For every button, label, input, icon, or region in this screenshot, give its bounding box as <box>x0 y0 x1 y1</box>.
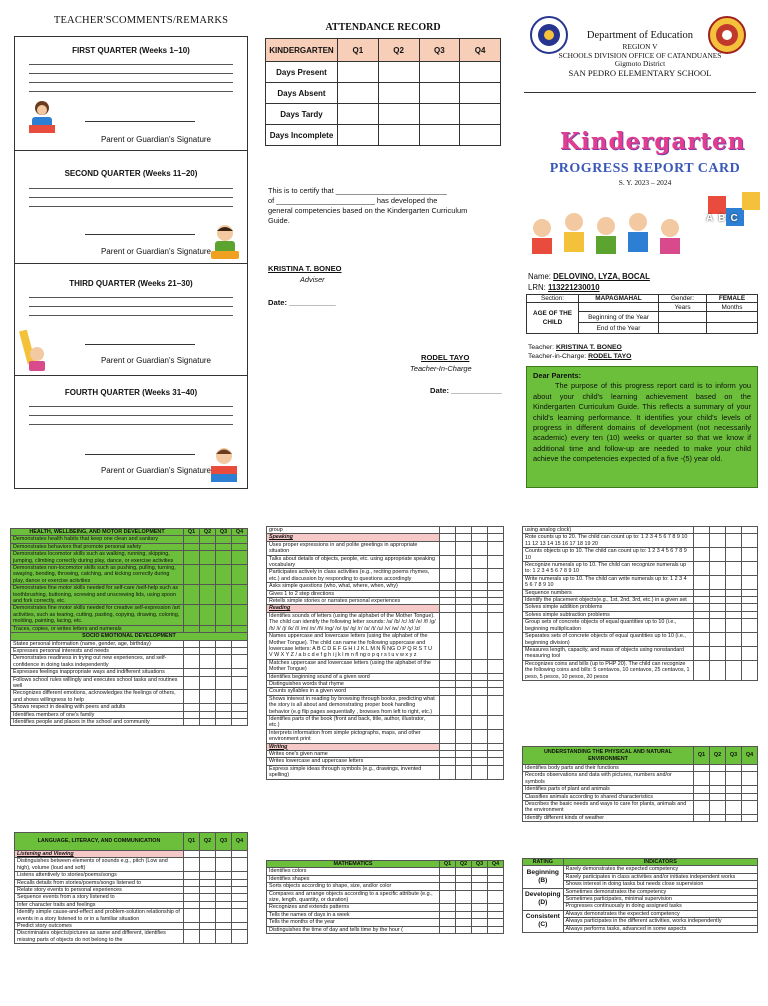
rating-label: Developing (D) <box>523 888 564 910</box>
lrn-value: 113221230010 <box>547 283 600 292</box>
lrn-row <box>528 283 600 292</box>
quarter-head: Q1 <box>440 861 456 868</box>
months-label: Months <box>707 303 758 312</box>
health-item: Demonstrates health habits that keep one clean and sanitary <box>11 536 184 543</box>
language-table <box>14 832 248 944</box>
math-cont-item: Counts objects up to 10. The child can count up to: 1 2 3 4 5 6 7 8 9 10 <box>523 548 694 562</box>
attendance-table <box>265 38 501 146</box>
rating-header: RATING <box>523 859 564 866</box>
years-label: Years <box>659 303 707 312</box>
rating-label: Consistent (C) <box>523 910 564 932</box>
math-table <box>266 860 504 934</box>
section-value: MAPAGMAHAL <box>579 295 659 303</box>
quarter-head: Q2 <box>710 747 726 765</box>
rating-indicator: Always participates in the different activities, works independently <box>563 918 757 925</box>
listening-sub: Listening and Viewing <box>15 851 184 858</box>
math-cont-item: Solves simple addition problems <box>523 604 694 611</box>
rating-indicator: Sometimes demonstrates the competency <box>563 888 757 895</box>
writing-item: Express simple ideas through symbols (e.g., drawings, invented spelling) <box>267 765 440 779</box>
date-field-1: Date: ___________ <box>268 298 336 307</box>
health-item: Demonstrates non-locomotor skills such as pushing, pulling, turning, swaying, bending, throwing, catching, and kicking correctly during play, dance or exercise activities <box>11 565 184 585</box>
gender-label: Gender: <box>659 295 707 303</box>
language-item: Infer character traits and feelings <box>15 901 184 908</box>
language-item: Discriminates objects/pictures as same and different, identifies missing parts of objects do not belong to the <box>15 930 184 944</box>
reading-item: Identifies parts of the book (front and back, title, author, illustrator, etc.) <box>267 715 440 729</box>
attendance-row-label: Days Tardy <box>266 104 338 125</box>
quarter-2-box <box>14 150 248 263</box>
head-name: RODEL TAYO <box>421 353 470 362</box>
writing-item: Writes one's given name <box>267 751 440 758</box>
math-item: Compares and arrange objects according to a specific attribute (e.g., size, length, quantity, or duration) <box>267 890 440 904</box>
child-pencil-icon <box>17 326 47 372</box>
card-title: PROGRESS REPORT CARD <box>549 161 741 176</box>
speaking-item: Gives 1 to 2 step directions <box>267 590 440 597</box>
certify-text <box>268 186 508 226</box>
quarter-head: Q3 <box>216 529 232 536</box>
teacher-label: Teacher: <box>528 344 555 351</box>
quarter-head: Q1 <box>694 747 710 765</box>
math-item: Identifies shapes <box>267 875 440 882</box>
speaking-item: Uses proper expressions in and polite greetings in appropriate situation <box>267 541 440 555</box>
attendance-header: Q3 <box>419 39 460 62</box>
signature-line <box>85 454 195 455</box>
head-role: Teacher-In-Charge <box>410 364 472 373</box>
socio-item: States personal information (name, gender, age, birthday) <box>11 640 184 647</box>
socio-title: SOCIO EMOTIONAL DEVELOPMENT <box>11 633 248 640</box>
socio-item: Identifies people and places in the school and community <box>11 718 184 725</box>
language-item: Sequence events from a story listened to <box>15 894 184 901</box>
signature-line <box>85 234 195 235</box>
reading-item: Matches uppercase and lowercase letters (using the alphabet of the Mother Tongue) <box>267 659 440 673</box>
child-playing-icon <box>207 223 243 261</box>
math-cont-item: Rote counts up to 20. The child can count up to: 1 2 3 4 5 6 7 8 9 10 11 12 13 14 15 16 17 18 19 20 <box>523 534 694 548</box>
rating-indicator: Progresses continuously in doing assigned tasks <box>563 903 757 910</box>
language-cont-item: group <box>267 527 440 534</box>
reading-item: Shows interest in reading by browsing through books, predicting what the story is all about and demonstrating proper book handling behavior (e.g flip pages sequentially , browses from left to right, etc.) <box>267 695 440 715</box>
quarter-3-title: THIRD QUARTER (Weeks 21–30) <box>69 279 193 288</box>
lrn-label: LRN: <box>528 283 546 292</box>
school-name: SAN PEDRO ELEMENTARY SCHOOL <box>568 67 712 78</box>
section-label: Section: <box>527 295 579 303</box>
math-cont-table <box>522 526 758 681</box>
math-cont-item: Write numerals up to 10. The child can write numerals up to: 1 2 3 4 5 6 7 8 9 10 <box>523 575 694 589</box>
student-info-table <box>526 294 758 334</box>
math-item: Distinguishes the time of day and tells time by the hour ( <box>267 926 440 933</box>
certify-line: This is to certify that ___________________________ <box>268 186 447 195</box>
math-cont-item: Group sets of concrete objects of equal quantities up to 10 (i.e., beginning multiplication <box>523 619 694 633</box>
physical-item: Identifies body parts and their functions <box>523 765 694 772</box>
dear-parents-body: The purpose of this progress report card is to inform you about your child's learning achievement based on the Kindergarten Curriculum Guide. This reflects a summary of your child's learning performance. It identifies your child's levels of progress in different domains of development (not necessarily academic) every ten (10) weeks or quarter so that we know if additional time and follow-up are needed to make your child achieve the competencies expected of a five -(5) year old. <box>533 381 751 464</box>
socio-item: Shows respect in dealing with peers and adults <box>11 704 184 711</box>
quarter-head: Q1 <box>184 833 200 851</box>
health-item: Demonstrates fine motor skills needed for self-care /self-help such as toothbrushing, buttoning, screwing and unscrewing lids, using spoon and fork correctly, etc. <box>11 585 184 605</box>
math-item: Identifies colors <box>267 868 440 875</box>
attendance-row-label: Days Absent <box>266 83 338 104</box>
rating-indicator: Rarely demonstrates the expected competency <box>563 866 757 873</box>
reading-item: Interprets information from simple pictographs, maps, and other environment print <box>267 729 440 743</box>
health-item: Traces, copies, or writes letters and numerals <box>11 625 184 632</box>
adviser-name: KRISTINA T. BONEO <box>268 264 342 273</box>
math-cont-item: Separates sets of concrete objects of equal quantities up to 10 (i.e., beginning division) <box>523 633 694 647</box>
reading-item: Names uppercase and lowercase letters (using the alphabet of the Mother Tongue). The child can name the following uppercase and lowercase letters: A B C D E F G H I J K L M N Ñ NG O P Q R S T U V W X Y Z / a b c d e f g h i j k l m n ñ ng o p q r s t u v w x y z <box>267 633 440 660</box>
comments-title: TEACHER'SCOMMENTS/REMARKS <box>53 15 229 26</box>
rating-indicator: Rarely participates in class activities and/or initiates independent works <box>563 873 757 880</box>
school-year: S. Y. 2023 – 2024 <box>618 178 672 187</box>
quarter-4-title: FOURTH QUARTER (Weeks 31–40) <box>64 388 198 397</box>
physical-item: Classifies animals according to shared characteristics <box>523 793 694 800</box>
rating-label: Beginning (B) <box>523 866 564 888</box>
language-item: Distinguishes between elements of sounds e.g., pitch (Low and high), volume (loud and soft) <box>15 858 184 872</box>
child-reading-icon <box>25 99 59 139</box>
math-cont-item: using analog clock) <box>523 527 694 534</box>
quarter-2-title: SECOND QUARTER (Weeks 11–20) <box>64 169 198 178</box>
socio-item: Expresses personal interests and needs <box>11 647 184 654</box>
health-table <box>10 528 248 726</box>
quarter-2-signature: Parent or Guardian's Signature <box>100 247 212 256</box>
quarter-head: Q4 <box>232 833 248 851</box>
attendance-row-label: Days Incomplete <box>266 125 338 146</box>
tic-label: Teacher-in-Charge: <box>528 353 587 360</box>
physical-item: Identify different kinds of weather <box>523 814 694 821</box>
quarter-3-box <box>14 263 248 375</box>
health-item: Demonstrates behaviors that promote personal safety <box>11 543 184 550</box>
language-item: Predict story outcomes <box>15 923 184 930</box>
math-cont-item: Solves simple subtraction problems <box>523 611 694 618</box>
math-item: Sorts objects according to shape, size, and/or color <box>267 883 440 890</box>
language-cont-table <box>266 526 504 780</box>
health-item: Demonstrates fine motor skills needed for creative self-expression /art activities, such as tearing, cutting, pasting, copying, drawing, coloring, molding, painting, lacing, etc. <box>11 605 184 625</box>
rating-indicator: Always demonstrates the expected competency <box>563 910 757 917</box>
name-label: Name: <box>528 272 551 281</box>
rating-indicator: Always performs tasks, advanced in some aspects <box>563 925 757 932</box>
math-item: Tells the names of days in a week <box>267 911 440 918</box>
indicators-header: INDICATORS <box>563 859 757 866</box>
reading-item: Identifies beginning sound of a given word <box>267 673 440 680</box>
attendance-header: Q1 <box>338 39 379 62</box>
quarter-head: Q1 <box>184 529 200 536</box>
tic-value: RODEL TAYO <box>588 353 632 360</box>
child-books-icon <box>205 446 243 486</box>
physical-title: UNDERSTANDING THE PHYSICAL AND NATURAL ENVIRONMENT <box>523 747 694 765</box>
quarter-head: Q2 <box>200 529 216 536</box>
quarter-head: Q2 <box>200 833 216 851</box>
quarter-head: Q4 <box>488 861 504 868</box>
quarter-head: Q4 <box>742 747 758 765</box>
eoy-label: End of the Year <box>579 323 659 334</box>
quarter-1-box <box>14 36 248 150</box>
quarter-3-signature: Parent or Guardian's Signature <box>100 356 212 365</box>
quarter-4-box <box>14 375 248 489</box>
health-title: HEALTH, WELLBEING, AND MOTOR DEVELOPMENT <box>11 529 184 536</box>
socio-item: Identifies members of one's family <box>11 711 184 718</box>
teacher-row <box>528 344 622 351</box>
physical-item: Describes the basic needs and ways to care for plants, animals and the environment <box>523 801 694 815</box>
math-cont-item: Identify the placement objects(e.g., 1st, 2nd, 3rd, etc.) in a given set <box>523 597 694 604</box>
quarter-1-signature: Parent or Guardian's Signature <box>100 135 212 144</box>
abc-blocks: ABC <box>706 213 743 224</box>
attendance-header: KINDERGARTEN <box>266 39 338 62</box>
math-cont-item: Measures length, capacity, and mass of objects using nonstandard measuring tool <box>523 646 694 660</box>
math-title: MATHEMATICS <box>267 861 440 868</box>
date-field-2: Date: ____________ <box>430 386 502 395</box>
attendance-row-label: Days Present <box>266 62 338 83</box>
math-cont-item: Recognizes coins and bills (up to PHP 20). The child can recognize the following coins and bills: 5 centavos, 10 centavos, 25 centavos, 1 peso, 5 pesos, 10 pesos, 20 pesos <box>523 660 694 680</box>
teacher-value: KRISTINA T. BONEO <box>555 344 622 351</box>
attendance-header: Q2 <box>378 39 419 62</box>
region: REGION V <box>622 42 658 51</box>
speaking-item: Retells simple stories or narrates personal experiences <box>267 598 440 605</box>
language-item: Recalls details from stories/poems/songs listened to <box>15 879 184 886</box>
physical-table <box>522 746 758 822</box>
gender-value: FEMALE <box>707 295 758 303</box>
dear-parents-title: Dear Parents: <box>533 371 582 380</box>
certify-line: Guide. <box>268 216 290 225</box>
physical-item: Identifies parts of plant and animals <box>523 786 694 793</box>
kindergarten-banner: Kindergarten <box>560 128 746 155</box>
socio-item: Demonstrates readiness in trying out new experiences, and self-confidence in doing tasks independently <box>11 655 184 669</box>
speaking-item: Asks simple questions (who, what, where, when, why) <box>267 583 440 590</box>
rating-indicator: Sometimes participates, minimal supervision <box>563 896 757 903</box>
math-item: Tells the months of the year <box>267 919 440 926</box>
math-cont-item: Sequence numbers <box>523 589 694 596</box>
speaking-item: Participates actively in class activities (e.g., reciting poems rhymes, etc.) and discussion by responding to questions accordingly <box>267 569 440 583</box>
math-item: Recognizes and extends patterns <box>267 904 440 911</box>
socio-item: Recognizes different emotions, acknowledges the feelings of others, and shows willingness to help <box>11 690 184 704</box>
tic-row <box>528 353 631 360</box>
division: SCHOOLS DIVISION OFFICE OF CATANDUANES <box>558 50 722 60</box>
quarter-head: Q3 <box>216 833 232 851</box>
reading-item: Distinguishes words that rhyme <box>267 680 440 687</box>
quarter-4-signature: Parent or Guardian's Signature <box>100 466 212 475</box>
quarter-1-title: FIRST QUARTER (Weeks 1–10) <box>72 46 190 55</box>
certify-line: of ________________________ has developed the <box>268 196 438 205</box>
quarter-head: Q3 <box>472 861 488 868</box>
language-item: Listens attentively to stories/poems/songs <box>15 872 184 879</box>
adviser-role: Adviser <box>300 275 325 284</box>
language-item: Relate story events to personal experiences <box>15 887 184 894</box>
rating-indicator: Shows interest in doing tasks but needs close supervision <box>563 881 757 888</box>
writing-item: Writes lowercase and uppercase letters <box>267 758 440 765</box>
math-cont-item: Recognize numerals up to 10. The child can recognize numerals up to: 1 2 3 4 5 6 7 8 9 10 <box>523 562 694 576</box>
speaking-item: Talks about details of objects, people, etc. using appropriate speaking vocabulary <box>267 555 440 569</box>
dept-name: Department of Education <box>586 30 694 41</box>
reading-sub: Reading <box>267 605 440 612</box>
student-name: DELOVINO, LYZA, BOCAL <box>553 272 650 281</box>
socio-item: Follows school rules willingly and executes school tasks and routines well <box>11 676 184 690</box>
quarter-head: Q2 <box>456 861 472 868</box>
student-name-row <box>528 272 650 281</box>
certify-line: general competencies based on the Kindergarten Curriculum <box>268 206 468 215</box>
signature-line <box>85 344 195 345</box>
physical-item: Records observations and data with pictures, numbers and/or symbols <box>523 772 694 786</box>
socio-item: Expresses feelings inappropriate ways and indifferent situations <box>11 669 184 676</box>
attendance-header: Q4 <box>460 39 501 62</box>
rating-table <box>522 858 758 933</box>
district: Gigmoto District <box>614 59 666 69</box>
attendance-title: ATTENDANCE RECORD <box>325 22 441 33</box>
boy-label: Beginning of the Year <box>579 312 659 323</box>
speaking-sub: Speaking <box>267 534 440 541</box>
quarter-head: Q3 <box>726 747 742 765</box>
health-item: Demonstrates locomotor skills such as walking, running, skipping, jumping, climbing correctly during play, dance, or exercise activities <box>11 551 184 565</box>
age-label: AGE OF THE CHILD <box>527 303 579 334</box>
language-item: Identify simple cause-and-effect and problem-solution relationship of events in a story listened to or in a familiar situation <box>15 909 184 923</box>
quarter-head: Q4 <box>232 529 248 536</box>
school-info <box>540 43 740 77</box>
reading-item: Counts syllables in a given word <box>267 688 440 695</box>
reading-item: Identifies sounds of letters (using the alphabet of the Mother Tongue). The child can identify the following letter sounds: /a/ /b/ /c/ /d/ /e/ /f/ /g/ /h/ /i/ /j/ /k/ /l/ /m/ /n/ /ñ/ /ng/ /o/ /p/ /q/ /r/ /s/ /t/ /u/ /v/ /w/ /x/ /y/ /z/ <box>267 612 440 632</box>
language-title: LANGUAGE, LITERACY, AND COMMUNICATION <box>15 833 184 851</box>
signature-line <box>85 121 195 122</box>
dear-parents-box <box>526 366 758 488</box>
writing-sub: Writing <box>267 743 440 750</box>
